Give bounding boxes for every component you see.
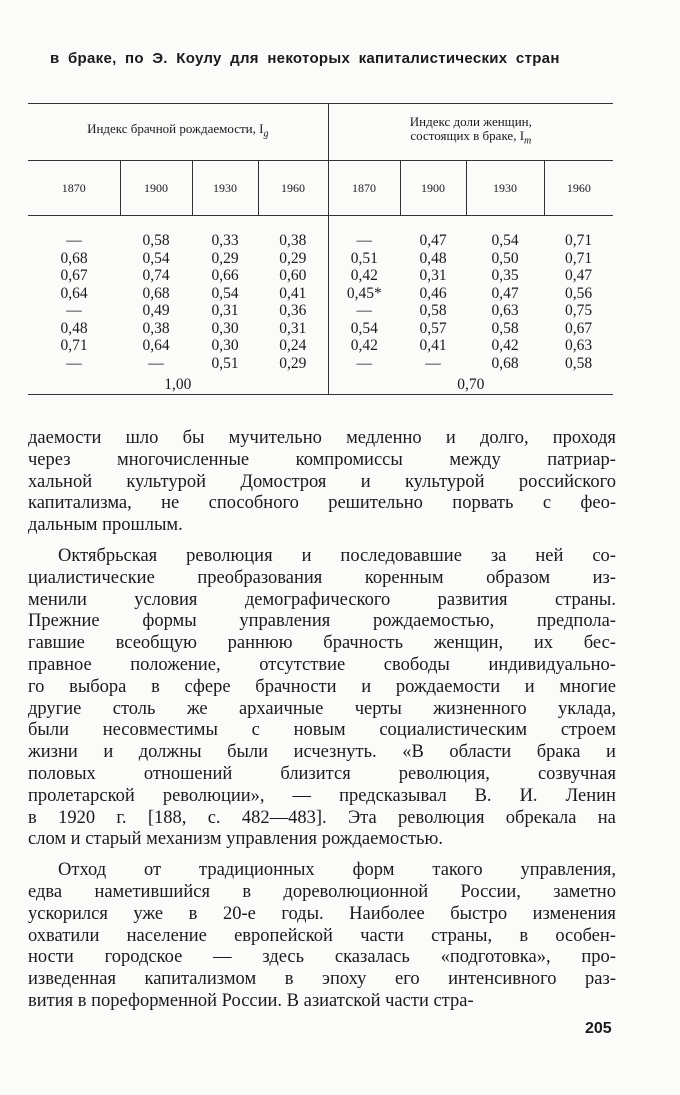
table-cell: 0,68 [60, 249, 88, 267]
table-cell: 0,51 [211, 354, 239, 372]
header-married-share-subscript: m [524, 135, 532, 147]
table-cell: — [356, 302, 373, 319]
table-row [28, 285, 613, 303]
table-cell: 0,63 [491, 302, 519, 319]
table-row [28, 267, 613, 285]
table-row [28, 337, 613, 355]
header-marital-fertility [28, 104, 328, 161]
table-cell: 0,67 [565, 319, 593, 337]
header-married-share [328, 104, 613, 161]
table-cell: — [356, 232, 373, 249]
year-header: 1900 [400, 161, 466, 216]
table-cell: 0,33 [211, 232, 239, 249]
table-cell: 0,64 [142, 337, 170, 354]
table-cell: 0,42 [350, 267, 378, 284]
text-line: дальным прошлым. [28, 515, 183, 536]
table-row [28, 355, 613, 373]
table-cell: 0,31 [211, 302, 239, 319]
text-line: ности городское — здесь сказалась «подготовка», про- [28, 947, 616, 968]
table-cell: 0,54 [491, 232, 519, 249]
year-header: 1930 [466, 161, 544, 216]
fertility-table-container [28, 103, 613, 395]
table-cell: 0,74 [142, 267, 170, 284]
table-cell: 0,36 [258, 302, 328, 320]
table-cell: 0,54 [142, 249, 170, 267]
table-cell: 0,67 [60, 267, 88, 284]
table-cell: 0,64 [60, 284, 88, 302]
header-marital-fertility-label: Индекс брачной рождаемости, I [87, 121, 264, 137]
text-line: Отход от традиционных форм такого управления, [58, 860, 616, 881]
year-header: 1960 [258, 161, 328, 216]
table-cell: 0,30 [211, 337, 239, 354]
header-married-share-line1: Индекс доли женщин, [409, 114, 532, 130]
header-married-share-line2: состоящих в браке, I [410, 128, 525, 144]
text-line: правное положение, отсутствие свободы индивидуально- [28, 654, 616, 675]
table-cell: 0,42 [491, 337, 519, 354]
text-line: другие столь же архаичные черты жизненного уклада, [28, 698, 616, 719]
text-line: вития в пореформенной России. В азиатской части стра- [28, 990, 474, 1011]
table-cell: 0,24 [258, 337, 328, 355]
table-cell: — [356, 354, 373, 372]
text-line: даемости шло бы мучительно медленно и долго, проходя [28, 428, 616, 448]
text-line: изведенная капитализмом в эпоху его интенсивного раз- [28, 969, 616, 990]
table-cell: 0,57 [419, 319, 447, 337]
table-cell: 0,50 [491, 249, 519, 267]
text-line: пролетарской революции», — предсказывал В. И. Ленин [28, 785, 616, 806]
text-line: были несовместимы с новым социалистическим строем [28, 720, 616, 741]
text-line: половых отношений близится революция, созвучная [28, 763, 616, 784]
text-line: хальной культурой Домостроя и культурой российского [28, 471, 616, 492]
table-cell: 0,42 [350, 337, 378, 354]
table-row [28, 302, 613, 320]
table-cell: — [148, 354, 164, 372]
text-line: ускорился уже в 20-е годы. Наиболее быстро изменения [28, 903, 616, 924]
fertility-table [28, 103, 613, 395]
text-line: через многочисленные компромиссы между патриар- [28, 449, 616, 470]
paragraph [28, 546, 616, 851]
text-line: гавшие всеобщую раннюю брачность женщин, их бес- [28, 633, 616, 654]
table-row [28, 250, 613, 268]
table-cell: 0,38 [142, 319, 170, 337]
table-cell: 0,54 [211, 284, 239, 302]
year-header: 1900 [120, 161, 192, 216]
table-cell: 0,30 [211, 319, 239, 337]
table-cell: 0,66 [211, 267, 239, 284]
table-cell: 0,58 [565, 354, 593, 372]
text-line: капитализма, не способного решительно порвать с фео- [28, 493, 616, 514]
table-cell: — [66, 354, 82, 372]
sum-left: 1,00 [28, 372, 328, 395]
table-cell: 0,58 [419, 302, 447, 319]
table-cell: 0,71 [565, 232, 593, 249]
table-cell: 0,60 [258, 267, 328, 285]
header-marital-fertility-subscript: g [263, 128, 269, 140]
table-cell: 0,47 [419, 232, 447, 249]
table-caption: в браке, по Э. Коулу для некоторых капиталистических стран [50, 50, 560, 67]
table-cell: 0,31 [258, 320, 328, 338]
text-line: Октябрьская революция и последовавшие за ней со- [58, 545, 616, 566]
text-line: циалистические преобразования коренным образом из- [28, 567, 616, 588]
table-cell: 0,58 [491, 319, 519, 337]
text-line: жизни и должны были исчезнуть. «В области брака и [28, 742, 616, 763]
year-header: 1930 [192, 161, 258, 216]
text-line: охватили население европейской части страны, в особен- [28, 925, 616, 946]
text-line: менили условия демографического развития страны. [28, 589, 616, 610]
table-cell: 0,47 [491, 284, 519, 302]
paragraph [28, 428, 616, 537]
table-cell: 0,35 [491, 267, 519, 284]
year-header: 1870 [28, 161, 120, 216]
table-cell: 0,71 [60, 337, 88, 354]
table-cell: 0,29 [211, 249, 239, 267]
sum-right: 0,70 [328, 372, 613, 395]
text-line: Прежние формы управления рождаемостью, предпола- [28, 611, 616, 632]
paragraph [28, 860, 616, 1013]
table-cell: 0,48 [419, 249, 447, 267]
table-cell: 0,75 [565, 302, 593, 319]
table-cell: 0,49 [142, 302, 170, 319]
body-text [28, 428, 616, 1013]
table-cell: 0,46 [419, 284, 447, 302]
page-number: 205 [585, 1020, 612, 1037]
text-line: едва наметившийся в дореволюционной России, заметно [28, 881, 616, 902]
table-cell: 0,48 [60, 319, 88, 337]
year-header: 1870 [328, 161, 400, 216]
table-cell: 0,63 [565, 337, 593, 354]
table-cell: 0,54 [350, 319, 378, 337]
table-cell: 0,31 [419, 267, 447, 284]
table-cell: 0,29 [258, 355, 328, 373]
table-cell: 0,47 [565, 267, 593, 284]
table-cell: 0,58 [142, 232, 170, 249]
table-cell: 0,68 [142, 284, 170, 302]
year-header: 1960 [544, 161, 613, 216]
table-cell: 0,45* [346, 284, 382, 302]
table-cell: 0,41 [419, 337, 447, 354]
table-cell: 0,38 [258, 216, 328, 250]
text-line: в 1920 г. [188, с. 482—483]. Эта революция обрекала на [28, 807, 616, 828]
table-cell: 0,68 [491, 354, 519, 372]
table-cell: 0,56 [565, 284, 593, 302]
table-cell: — [66, 232, 82, 249]
table-cell: 0,41 [258, 285, 328, 303]
table-cell: 0,29 [258, 250, 328, 268]
table-cell: 0,51 [350, 249, 378, 267]
table-cell: — [425, 354, 441, 372]
text-line: го выбора в сфере брачности и рождаемости и многие [28, 676, 616, 697]
table-cell: 0,71 [565, 249, 593, 267]
text-line: слом и старый механизм управления рождаемостью. [28, 829, 443, 850]
table-cell: — [66, 302, 82, 319]
table-row [28, 216, 613, 250]
table-row [28, 320, 613, 338]
